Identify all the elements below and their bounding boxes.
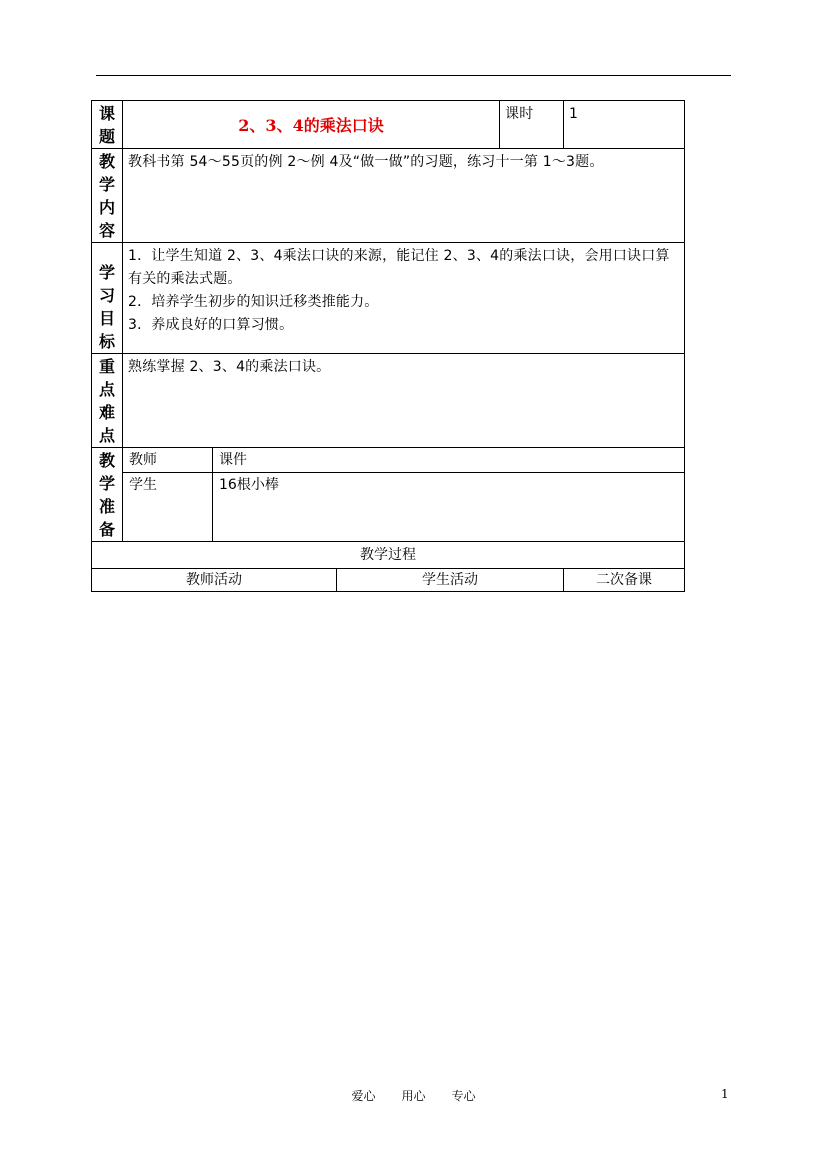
prep-student-value: 16根小棒 [213,472,685,541]
footer-motto-item: 专心 [451,1089,476,1103]
period-value: 1 [564,101,685,149]
prep-teacher-value: 课件 [213,448,685,473]
columns-row [92,569,685,592]
content-row [92,149,685,243]
keypoints-label: 重 点 难 点 [92,354,123,448]
lesson-plan-table [91,100,685,592]
column-student-activity: 学生活动 [337,569,564,592]
process-row [92,542,685,569]
objective-item: 3．养成良好的口算习惯。 [128,317,294,333]
prep-label: 教 学 准 备 [92,448,123,542]
title-cell [123,101,500,149]
footer-motto-item: 爱心 [351,1089,376,1103]
footer-motto-item: 用心 [401,1089,426,1103]
prep-teacher-label: 教师 [123,448,213,473]
page-number: 1 [721,1087,729,1101]
header-rule [96,75,731,76]
keypoints-text: 熟练掌握 2、3、4的乘法口诀。 [123,354,685,448]
objectives-text [123,243,685,354]
column-teacher-activity: 教师活动 [92,569,337,592]
lesson-title: 2、3、4的乘法口诀 [238,116,384,135]
objectives-label: 学 习 目 标 [92,243,123,354]
keypoints-row [92,354,685,448]
content-label: 教 学 内 容 [92,149,123,243]
prep-student-label: 学生 [123,472,213,541]
prep-student-row [92,472,685,541]
period-label: 课时 [500,101,564,149]
prep-teacher-row [92,448,685,473]
column-second-prep: 二次备课 [564,569,685,592]
topic-row [92,101,685,149]
topic-label: 课 题 [92,101,123,149]
objectives-row [92,243,685,354]
objective-item: 1．让学生知道 2、3、4乘法口诀的来源，能记住 2、3、4的乘法口诀，会用口诀口算有关的乘法式题。 [128,248,670,287]
process-label: 教学过程 [92,542,685,569]
content-text: 教科书第 54～55页的例 2～例 4及“做一做”的习题，练习十一第 1～3题。 [123,149,685,243]
objective-item: 2．培养学生初步的知识迁移类推能力。 [128,294,379,310]
footer-motto [0,1087,827,1104]
